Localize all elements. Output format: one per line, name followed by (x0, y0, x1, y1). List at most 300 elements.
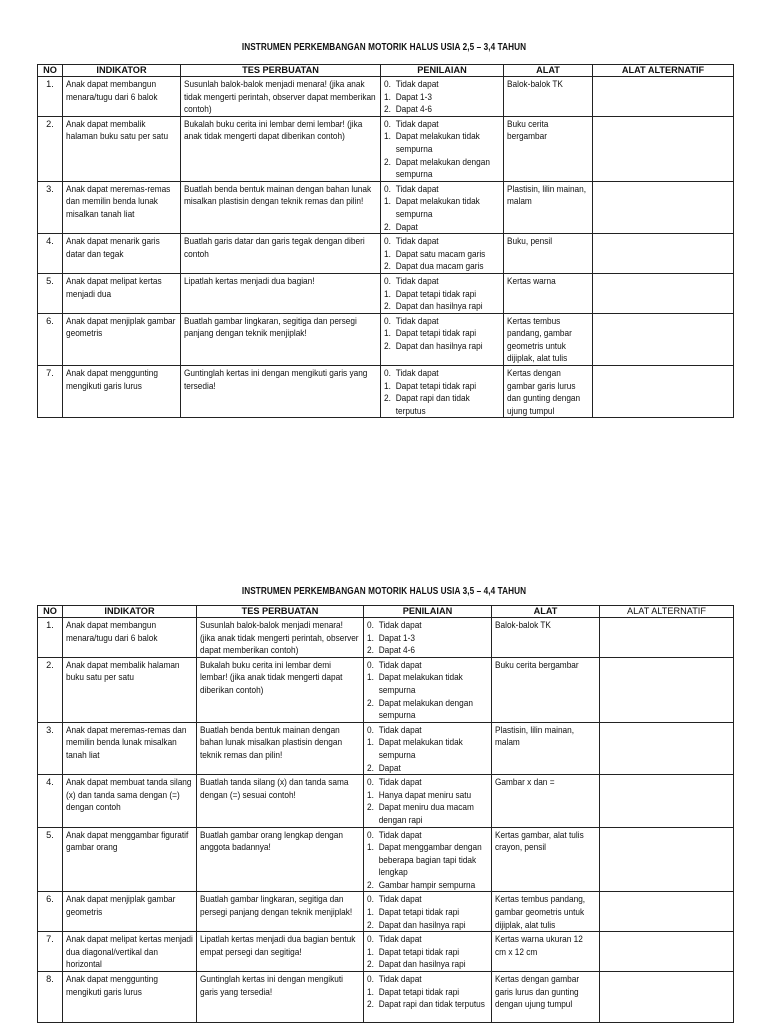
alat-text: Kertas gambar, alat tulis crayon, pensil (495, 829, 584, 853)
penilaian-item (367, 986, 488, 999)
penilaian-text: Tidak dapat (378, 724, 422, 735)
penilaian-text: Dapat melakukan tidak sempurna (395, 196, 480, 219)
cell-indikator (63, 722, 197, 774)
cell-alat (492, 618, 600, 658)
penilaian-score: 0. (384, 236, 391, 247)
header-indikator: INDIKATOR (63, 65, 181, 77)
penilaian-item (367, 619, 488, 632)
tes-perbuatan-text: Lipatlah kertas menjadi dua bagian bentuk empat persegi dan segitiga! (200, 934, 356, 957)
penilaian-item (384, 392, 500, 417)
table-row (38, 892, 734, 932)
indikator-text: Anak dapat meremas-remas dan memilin benda lunak misalkan tanah liat (66, 724, 187, 760)
cell-no: 3. (38, 722, 63, 774)
penilaian-text: Dapat dan hasilnya rapi (395, 301, 483, 312)
penilaian-item (367, 801, 488, 826)
penilaian-score: 1. (367, 789, 374, 800)
tes-perbuatan-text: Susunlah balok-balok menjadi menara! (jika anak tidak mengerti perintah, observer dapat memberikan contoh) (184, 79, 376, 115)
table-row (38, 618, 734, 658)
penilaian-score: 2. (384, 221, 391, 232)
penilaian-text: Dapat satu macam garis (395, 248, 486, 259)
penilaian-text: Dapat tetapi tidak rapi (395, 288, 477, 299)
penilaian-score: 0. (367, 894, 374, 905)
penilaian-text: Dapat melakukan tidak sempurna (378, 672, 463, 695)
penilaian-score: 2. (384, 301, 391, 312)
penilaian-item (367, 697, 488, 722)
tes-perbuatan-text: Buatlah gambar lingkaran, segitiga dan persegi panjang dengan teknik menjiplak! (184, 315, 357, 339)
cell-tes-perbuatan (197, 657, 364, 722)
penilaian-score: 0. (367, 724, 374, 735)
cell-no: 2. (38, 116, 63, 181)
penilaian-item (367, 893, 488, 906)
penilaian-item (367, 919, 488, 932)
table-row (38, 775, 734, 827)
cell-alat-alternatif (593, 313, 734, 365)
cell-indikator (63, 932, 197, 972)
penilaian-text: Dapat melakukan dengan sempurna (395, 156, 490, 180)
cell-tes-perbuatan (181, 313, 381, 365)
penilaian-list (367, 973, 488, 1011)
indikator-text: Anak dapat menjiplak gambar geometris (66, 894, 176, 918)
cell-indikator (63, 618, 197, 658)
indikator-text: Anak dapat meremas-remas dan memilin benda lunak misalkan tanah liat (66, 183, 171, 219)
penilaian-item (384, 248, 500, 261)
cell-alat (492, 827, 600, 892)
penilaian-text: Dapat rapi dan tidak terputus (378, 999, 485, 1010)
indikator-text: Anak dapat menggunting mengikuti garis lurus (66, 974, 158, 997)
cell-alat-alternatif (600, 618, 734, 658)
penilaian-item (384, 300, 500, 313)
cell-indikator (63, 827, 197, 892)
cell-alat-alternatif (593, 181, 734, 233)
penilaian-item (384, 315, 500, 328)
cell-tes-perbuatan (181, 366, 381, 418)
cell-tes-perbuatan (181, 234, 381, 274)
penilaian-item (384, 118, 500, 131)
cell-no: 3. (38, 181, 63, 233)
penilaian-text: Tidak dapat (378, 659, 422, 670)
penilaian-item (367, 906, 488, 919)
penilaian-text: Dapat melakukan tidak sempurna (378, 737, 463, 760)
penilaian-item (367, 998, 488, 1011)
penilaian-item (367, 789, 488, 802)
penilaian-score: 2. (384, 156, 391, 167)
cell-no: 1. (38, 77, 63, 117)
penilaian-score: 1. (367, 907, 374, 918)
tes-perbuatan-text: Bukalah buku cerita ini lembar demi lembar! (jika anak tidak mengerti dapat diberikan contoh) (184, 118, 363, 142)
cell-penilaian (381, 116, 504, 181)
cell-no: 4. (38, 775, 63, 827)
header-no: NO (38, 65, 63, 77)
penilaian-item (367, 879, 488, 892)
penilaian-item (384, 130, 500, 155)
penilaian-item (384, 156, 500, 181)
cell-alat (492, 722, 600, 774)
cell-no: 6. (38, 892, 63, 932)
indikator-text: Anak dapat menggunting mengikuti garis lurus (66, 368, 158, 391)
penilaian-score: 1. (367, 737, 374, 748)
penilaian-item (384, 78, 500, 91)
cell-tes-perbuatan (197, 775, 364, 827)
cell-penilaian (381, 181, 504, 233)
penilaian-text: Tidak dapat (378, 777, 422, 788)
penilaian-item (384, 275, 500, 288)
penilaian-score: 1. (384, 131, 391, 142)
penilaian-score: 0. (384, 79, 391, 89)
header-alat: ALAT (492, 606, 600, 618)
tes-perbuatan-text: Buatlah tanda silang (x) dan tanda sama dengan (=) sesuai contoh! (200, 777, 349, 800)
penilaian-score: 1. (367, 672, 374, 683)
table-row (38, 657, 734, 722)
penilaian-text: Dapat dan hasilnya rapi (378, 959, 466, 970)
cell-alat-alternatif (600, 827, 734, 892)
penilaian-text: Dapat tetapi tidak rapi (378, 946, 460, 957)
alat-text: Kertas warna ukuran 12 cm x 12 cm (495, 934, 583, 957)
penilaian-item (384, 260, 500, 273)
penilaian-text: Tidak dapat (395, 118, 439, 129)
cell-penilaian (381, 234, 504, 274)
penilaian-score: 0. (367, 659, 374, 670)
header-tes-perbuatan: TES PERBUATAN (197, 606, 364, 618)
penilaian-item (367, 776, 488, 789)
cell-alat-alternatif (600, 932, 734, 972)
penilaian-text: Tidak dapat (395, 79, 439, 89)
penilaian-score: 1. (367, 986, 374, 997)
header-tes-perbuatan: TES PERBUATAN (181, 65, 381, 77)
indikator-text: Anak dapat melipat kertas menjadi dua (66, 275, 162, 299)
cell-no: 2. (38, 657, 63, 722)
penilaian-score: 0. (384, 275, 391, 286)
cell-tes-perbuatan (181, 116, 381, 181)
penilaian-list (367, 893, 488, 931)
penilaian-list (367, 829, 488, 892)
indikator-text: Anak dapat melipat kertas menjadi dua diagonal/vertikal dan horizontal (66, 934, 193, 970)
table-row (38, 366, 734, 418)
header-penilaian: PENILAIAN (364, 606, 492, 618)
cell-alat (504, 234, 593, 274)
penilaian-item (367, 724, 488, 737)
penilaian-text: Dapat rapi dan tidak terputus (395, 393, 470, 416)
penilaian-list (367, 776, 488, 826)
alat-text: Kertas tembus pandang, gambar geometris untuk dijiplak, alat tulis (495, 894, 586, 930)
penilaian-text: Dapat tetapi tidak rapi (395, 328, 477, 339)
tes-perbuatan-text: Lipatlah kertas menjadi dua bagian! (184, 275, 315, 286)
penilaian-score: 2. (367, 762, 374, 773)
cell-no: 4. (38, 234, 63, 274)
table-1-title: INSTRUMEN PERKEMBANGAN MOTORIK HALUS USIA 2,5 – 3,4 TAHUN (241, 42, 527, 53)
tes-perbuatan-text: Susunlah balok-balok menjadi menara! (jika anak tidak mengerti perintah, observer dapat memberikan contoh) (200, 620, 359, 656)
cell-alat (504, 116, 593, 181)
indikator-text: Anak dapat membangun menara/tugu dari 6 balok (66, 620, 158, 643)
cell-penilaian (364, 618, 492, 658)
penilaian-score: 1. (367, 842, 374, 853)
penilaian-list (384, 235, 500, 273)
penilaian-score: 1. (367, 632, 374, 643)
cell-indikator (63, 775, 197, 827)
cell-alat-alternatif (600, 892, 734, 932)
tes-perbuatan-text: Guntinglah kertas ini dengan mengikuti garis yang tersedia! (200, 974, 343, 997)
penilaian-score: 0. (384, 315, 391, 326)
penilaian-score: 2. (384, 104, 391, 115)
penilaian-score: 2. (367, 645, 374, 656)
penilaian-text: Dapat (395, 221, 418, 232)
cell-penilaian (364, 657, 492, 722)
cell-indikator (63, 972, 197, 1023)
table-row (38, 932, 734, 972)
penilaian-text: Dapat dan hasilnya rapi (395, 340, 483, 351)
cell-no: 5. (38, 827, 63, 892)
penilaian-score: 1. (367, 946, 374, 957)
penilaian-item (384, 367, 500, 380)
cell-alat (504, 77, 593, 117)
penilaian-text: Tidak dapat (395, 315, 439, 326)
penilaian-list (384, 315, 500, 353)
header-indikator: INDIKATOR (63, 606, 197, 618)
cell-penilaian (364, 722, 492, 774)
alat-text: Plastisin, lilin mainan, malam (507, 183, 587, 207)
cell-alat (492, 775, 600, 827)
penilaian-text: Tidak dapat (378, 620, 422, 630)
cell-indikator (63, 234, 181, 274)
penilaian-score: 0. (367, 777, 374, 788)
penilaian-item (384, 327, 500, 340)
indikator-text: Anak dapat menggambar figuratif gambar orang (66, 829, 189, 853)
penilaian-item (384, 195, 500, 220)
cell-alat (504, 313, 593, 365)
alat-text: Kertas tembus pandang, gambar geometris untuk dijiplak, alat tulis (507, 315, 572, 364)
indikator-text: Anak dapat menjiplak gambar geometris (66, 315, 176, 339)
penilaian-score: 2. (367, 879, 374, 890)
table-header-row (38, 606, 734, 618)
cell-alat-alternatif (593, 273, 734, 313)
cell-tes-perbuatan (197, 722, 364, 774)
penilaian-text: Gambar hampir sempurna (378, 879, 476, 890)
cell-penilaian (381, 366, 504, 418)
tes-perbuatan-text: Guntinglah kertas ini dengan mengikuti garis yang tersedia! (184, 368, 368, 391)
cell-alat (492, 892, 600, 932)
table-row (38, 77, 734, 117)
penilaian-score: 2. (367, 697, 374, 708)
penilaian-score: 1. (384, 288, 391, 299)
penilaian-item (367, 841, 488, 879)
cell-penilaian (364, 827, 492, 892)
penilaian-text: Dapat meniru dua macam dengan rapi (378, 802, 474, 825)
penilaian-item (384, 340, 500, 353)
penilaian-item (384, 221, 500, 234)
cell-indikator (63, 116, 181, 181)
header-alat-alternatif: ALAT ALTERNATIF (593, 65, 734, 77)
cell-tes-perbuatan (197, 932, 364, 972)
penilaian-text: Dapat 4-6 (395, 104, 433, 115)
cell-alat-alternatif (593, 116, 734, 181)
alat-text: Kertas dengan gambar garis lurus dan gunting dengan ujung tumpul (507, 368, 581, 416)
cell-indikator (63, 273, 181, 313)
penilaian-score: 2. (367, 802, 374, 813)
penilaian-score: 0. (367, 934, 374, 945)
cell-no: 5. (38, 273, 63, 313)
tes-perbuatan-text: Bukalah buku cerita ini lembar demi lembar! (jika anak tidak mengerti dapat diberikan contoh) (200, 659, 343, 695)
table-header-row (38, 65, 734, 77)
cell-indikator (63, 313, 181, 365)
penilaian-item (384, 380, 500, 393)
penilaian-list (367, 619, 488, 657)
cell-penilaian (381, 77, 504, 117)
cell-alat (504, 366, 593, 418)
cell-no: 7. (38, 366, 63, 418)
header-alat-alternatif: ALAT ALTERNATIF (600, 606, 734, 618)
penilaian-text: Dapat dan hasilnya rapi (378, 919, 466, 930)
penilaian-text: Tidak dapat (395, 275, 439, 286)
cell-penilaian (381, 273, 504, 313)
cell-alat (492, 932, 600, 972)
alat-text: Buku cerita bergambar (495, 659, 579, 670)
cell-no: 7. (38, 932, 63, 972)
header-penilaian: PENILAIAN (381, 65, 504, 77)
penilaian-score: 0. (367, 829, 374, 840)
penilaian-score: 0. (367, 620, 374, 630)
cell-alat (492, 657, 600, 722)
tes-perbuatan-text: Buatlah gambar orang lengkap dengan anggota badannya! (200, 829, 343, 853)
penilaian-item (367, 933, 488, 946)
penilaian-text: Tidak dapat (378, 974, 422, 985)
penilaian-item (384, 183, 500, 196)
cell-penilaian (381, 313, 504, 365)
penilaian-text: Dapat tetapi tidak rapi (378, 986, 460, 997)
penilaian-text: Tidak dapat (395, 368, 439, 379)
penilaian-item (367, 762, 488, 775)
penilaian-text: Tidak dapat (378, 934, 422, 945)
cell-tes-perbuatan (181, 181, 381, 233)
penilaian-item (367, 671, 488, 696)
cell-penilaian (364, 932, 492, 972)
cell-no: 6. (38, 313, 63, 365)
cell-no: 1. (38, 618, 63, 658)
penilaian-text: Dapat (378, 762, 401, 773)
cell-alat (504, 273, 593, 313)
penilaian-score: 2. (367, 919, 374, 930)
penilaian-list (367, 933, 488, 971)
cell-alat-alternatif (600, 775, 734, 827)
indikator-text: Anak dapat membangun menara/tugu dari 6 balok (66, 79, 158, 102)
table-row (38, 722, 734, 774)
cell-penilaian (364, 972, 492, 1023)
cell-penilaian (364, 892, 492, 932)
penilaian-list (384, 183, 500, 233)
penilaian-text: Dapat 1-3 (378, 632, 416, 643)
cell-penilaian (364, 775, 492, 827)
penilaian-text: Dapat melakukan tidak sempurna (395, 131, 480, 154)
penilaian-item (367, 946, 488, 959)
penilaian-list (384, 118, 500, 181)
cell-indikator (63, 181, 181, 233)
penilaian-text: Tidak dapat (395, 183, 439, 194)
table-row (38, 313, 734, 365)
alat-text: Buku cerita bergambar (507, 118, 549, 142)
penilaian-score: 2. (367, 959, 374, 970)
cell-indikator (63, 366, 181, 418)
cell-alat-alternatif (593, 77, 734, 117)
penilaian-score: 1. (384, 248, 391, 259)
tes-perbuatan-text: Buatlah gambar lingkaran, segitiga dan persegi panjang dengan teknik menjiplak! (200, 894, 353, 918)
tes-perbuatan-text: Buatlah garis datar dan garis tegak dengan diberi contoh (184, 236, 365, 259)
penilaian-item (367, 644, 488, 657)
penilaian-item (367, 829, 488, 842)
table-row (38, 234, 734, 274)
penilaian-text: Dapat 4-6 (378, 645, 416, 656)
cell-indikator (63, 77, 181, 117)
penilaian-score: 0. (367, 974, 374, 985)
table-row (38, 116, 734, 181)
penilaian-item (367, 736, 488, 761)
cell-tes-perbuatan (181, 273, 381, 313)
tes-perbuatan-text: Buatlah benda bentuk mainan dengan bahan lunak misalkan plastisin dengan teknik remas dan pilin! (184, 183, 372, 207)
table-2-title: INSTRUMEN PERKEMBANGAN MOTORIK HALUS USIA 3,5 – 4,4 TAHUN (241, 586, 527, 597)
penilaian-score: 1. (384, 328, 391, 339)
penilaian-item (384, 91, 500, 104)
cell-alat-alternatif (600, 972, 734, 1023)
penilaian-text: Dapat menggambar dengan beberapa bagian tapi tidak lengkap (378, 842, 482, 878)
table-2 (37, 605, 734, 1023)
penilaian-score: 2. (367, 999, 374, 1010)
alat-text: Buku, pensil (507, 236, 553, 247)
alat-text: Kertas dengan gambar garis lurus dan gunting dengan ujung tumpul (495, 974, 580, 1010)
alat-text: Kertas warna (507, 275, 556, 286)
alat-text: Gambar x dan = (495, 777, 555, 788)
cell-alat (504, 181, 593, 233)
cell-alat-alternatif (593, 234, 734, 274)
penilaian-score: 0. (384, 118, 391, 129)
penilaian-score: 0. (384, 368, 391, 379)
penilaian-score: 2. (384, 261, 391, 272)
penilaian-item (384, 103, 500, 116)
cell-indikator (63, 892, 197, 932)
penilaian-list (367, 724, 488, 774)
penilaian-score: 1. (384, 380, 391, 391)
table-row (38, 827, 734, 892)
penilaian-text: Dapat dua macam garis (395, 261, 484, 272)
penilaian-list (384, 367, 500, 417)
penilaian-score: 1. (384, 196, 391, 207)
cell-tes-perbuatan (197, 618, 364, 658)
penilaian-score: 0. (384, 183, 391, 194)
header-alat: ALAT (504, 65, 593, 77)
cell-alat (492, 972, 600, 1023)
table-row (38, 181, 734, 233)
alat-text: Balok-balok TK (495, 620, 551, 630)
penilaian-item (367, 659, 488, 672)
penilaian-text: Dapat tetapi tidak rapi (378, 907, 460, 918)
cell-tes-perbuatan (197, 892, 364, 932)
table-row (38, 972, 734, 1023)
cell-alat-alternatif (600, 722, 734, 774)
indikator-text: Anak dapat membuat tanda silang (x) dan tanda sama dengan (=) dengan contoh (66, 777, 192, 813)
penilaian-text: Tidak dapat (395, 236, 439, 247)
alat-text: Plastisin, lilin mainan, malam (495, 724, 575, 748)
penilaian-item (367, 973, 488, 986)
cell-indikator (63, 657, 197, 722)
table-1 (37, 64, 734, 418)
penilaian-text: Dapat tetapi tidak rapi (395, 380, 477, 391)
alat-text: Balok-balok TK (507, 79, 563, 89)
penilaian-score: 2. (384, 393, 391, 404)
penilaian-list (367, 659, 488, 722)
indikator-text: Anak dapat menarik garis datar dan tegak (66, 236, 160, 259)
penilaian-item (384, 288, 500, 301)
cell-tes-perbuatan (197, 827, 364, 892)
indikator-text: Anak dapat membalik halaman buku satu per satu (66, 118, 169, 142)
penilaian-text: Hanya dapat meniru satu (378, 789, 472, 800)
penilaian-text: Dapat 1-3 (395, 91, 433, 102)
penilaian-item (367, 958, 488, 971)
